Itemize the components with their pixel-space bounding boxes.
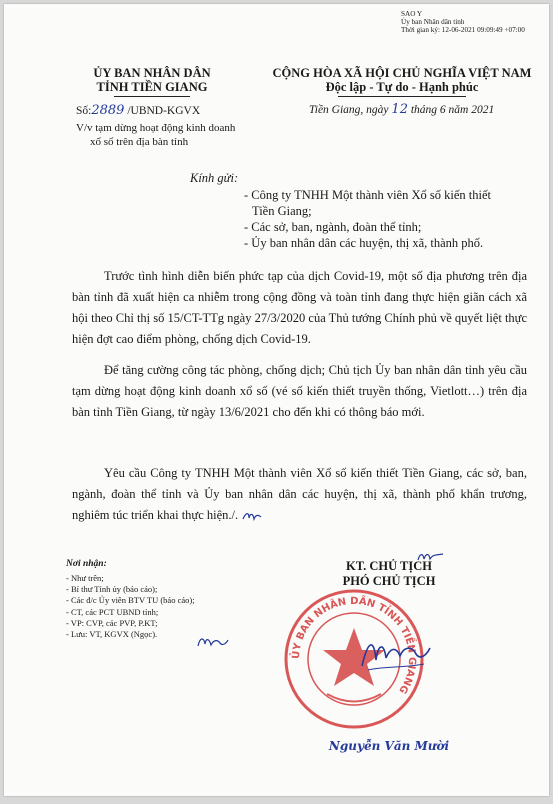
subject bbox=[76, 121, 276, 149]
distribution-item: - Lưu: VT, KGVX (Ngọc). bbox=[66, 629, 158, 640]
signer-name: Nguyễn Văn Mười bbox=[328, 739, 450, 753]
handwritten-signature bbox=[354, 630, 434, 678]
document-number bbox=[76, 103, 200, 118]
recipient-item: - Ủy ban nhân dân các huyện, thị xã, thành phố. bbox=[244, 236, 484, 250]
issuer-underline bbox=[114, 96, 190, 97]
subject-line-2: xổ số trên địa bàn tỉnh bbox=[90, 136, 189, 148]
signature-block bbox=[304, 559, 474, 589]
distribution-item: - CT, các PCT UBND tỉnh; bbox=[66, 606, 159, 617]
national-title: CỘNG HÒA XÃ HỘI CHỦ NGHĨA VIỆT NAM bbox=[272, 66, 532, 80]
national-motto: Độc lập - Tự do - Hạnh phúc bbox=[325, 80, 479, 94]
svg-text:ỦY BAN NHÂN DÂN TỈNH TIỀN GIAN: ỦY BAN NHÂN DÂN TỈNH TIỀN GIANG bbox=[290, 595, 418, 696]
motto-underline bbox=[338, 96, 466, 97]
distribution-heading: Nơi nhận: bbox=[66, 559, 107, 569]
signature-initial-top bbox=[416, 550, 446, 564]
salutation: Kính gửi: bbox=[190, 171, 239, 185]
recipient-item: - Công ty TNHH Một thành viên Xổ số kiến thiết bbox=[244, 188, 491, 202]
recipient-item: Tiền Giang; bbox=[252, 204, 312, 218]
digital-copy-note bbox=[401, 10, 525, 35]
doc-number-handwritten: 2889 bbox=[91, 103, 125, 118]
issuer-line-1: ỦY BAN NHÂN DÂN bbox=[93, 66, 211, 80]
issuer-header bbox=[52, 66, 252, 97]
distribution-item: - Bí thư Tỉnh ủy (báo cáo); bbox=[66, 584, 158, 595]
paragraph-1-text: Trước tình hình diễn biến phức tạp của dịch Covid-19, một số địa phương trên địa bàn tỉnh đã xuất hiện ca nhiễm trong cộng đồng và toàn tỉnh đang thực hiện giãn cách xã hội theo Chỉ thị số 15/CT-TTg ngày 27/3/2020 của Thủ tướng Chính phủ về quyết liệt thực hiện đợt cao điểm phòng, chống dịch Covid-19. bbox=[72, 269, 527, 346]
recipient-list bbox=[244, 187, 534, 251]
distribution-item: - Như trên; bbox=[66, 573, 104, 583]
distribution-item: - Các đ/c Ủy viên BTV TU (báo cáo); bbox=[66, 595, 195, 606]
paragraph-2-text: Để tăng cường công tác phòng, chống dịch; Chủ tịch Ủy ban nhân dân tỉnh yêu cầu tạm dừng hoạt động kinh doanh xổ số (vé số kiến thiết truyền thống, Vietlott…) trên địa bàn tỉnh Tiền Giang, từ ngày 13/6/2021 cho đến khi có thông báo mới. bbox=[72, 363, 527, 419]
recipient-item: - Các sở, ban, ngành, đoàn thể tỉnh; bbox=[244, 220, 422, 234]
doc-number-prefix: Số: bbox=[76, 105, 92, 117]
date-suffix: tháng 6 năm 2021 bbox=[407, 104, 495, 116]
paraph-initial bbox=[241, 510, 263, 522]
distribution-initial bbox=[196, 634, 230, 650]
subject-line-1: V/v tạm dừng hoạt động kinh doanh bbox=[76, 122, 236, 134]
document-page bbox=[4, 4, 549, 796]
paragraph-3-text: Yêu cầu Công ty TNHH Một thành viên Xổ số kiến thiết Tiền Giang, các sở, ban, ngành, đoàn thể tỉnh và Ủy ban nhân dân các huyện, thị xã, thành phố khẩn trương, nghiêm túc triển khai thực hiện./. bbox=[72, 466, 527, 522]
body-paragraph-2 bbox=[72, 360, 527, 423]
date-prefix: Tiền Giang, ngày bbox=[309, 104, 392, 116]
copy-note-issuer: Ủy ban Nhân dân tỉnh bbox=[401, 18, 465, 27]
distribution-item: - VP: CVP, các PVP, P.KT; bbox=[66, 617, 158, 628]
body-paragraph-3 bbox=[72, 463, 527, 526]
signature-title: PHÓ CHỦ TỊCH bbox=[342, 574, 436, 588]
body-paragraph-1 bbox=[72, 266, 527, 350]
distribution-list bbox=[66, 573, 195, 640]
issuer-line-2: TỈNH TIỀN GIANG bbox=[96, 80, 208, 94]
date-line bbox=[309, 102, 494, 117]
copy-note-time: Thời gian ký: 12-06-2021 09:09:49 +07:00 bbox=[401, 26, 525, 35]
copy-note-title: SAO Y bbox=[401, 10, 423, 18]
national-header bbox=[262, 66, 542, 97]
doc-number-suffix: /UBND-KGVX bbox=[124, 105, 201, 117]
date-day-handwritten: 12 bbox=[391, 102, 408, 117]
signature-kt: KT. CHỦ TỊCH bbox=[345, 559, 432, 573]
